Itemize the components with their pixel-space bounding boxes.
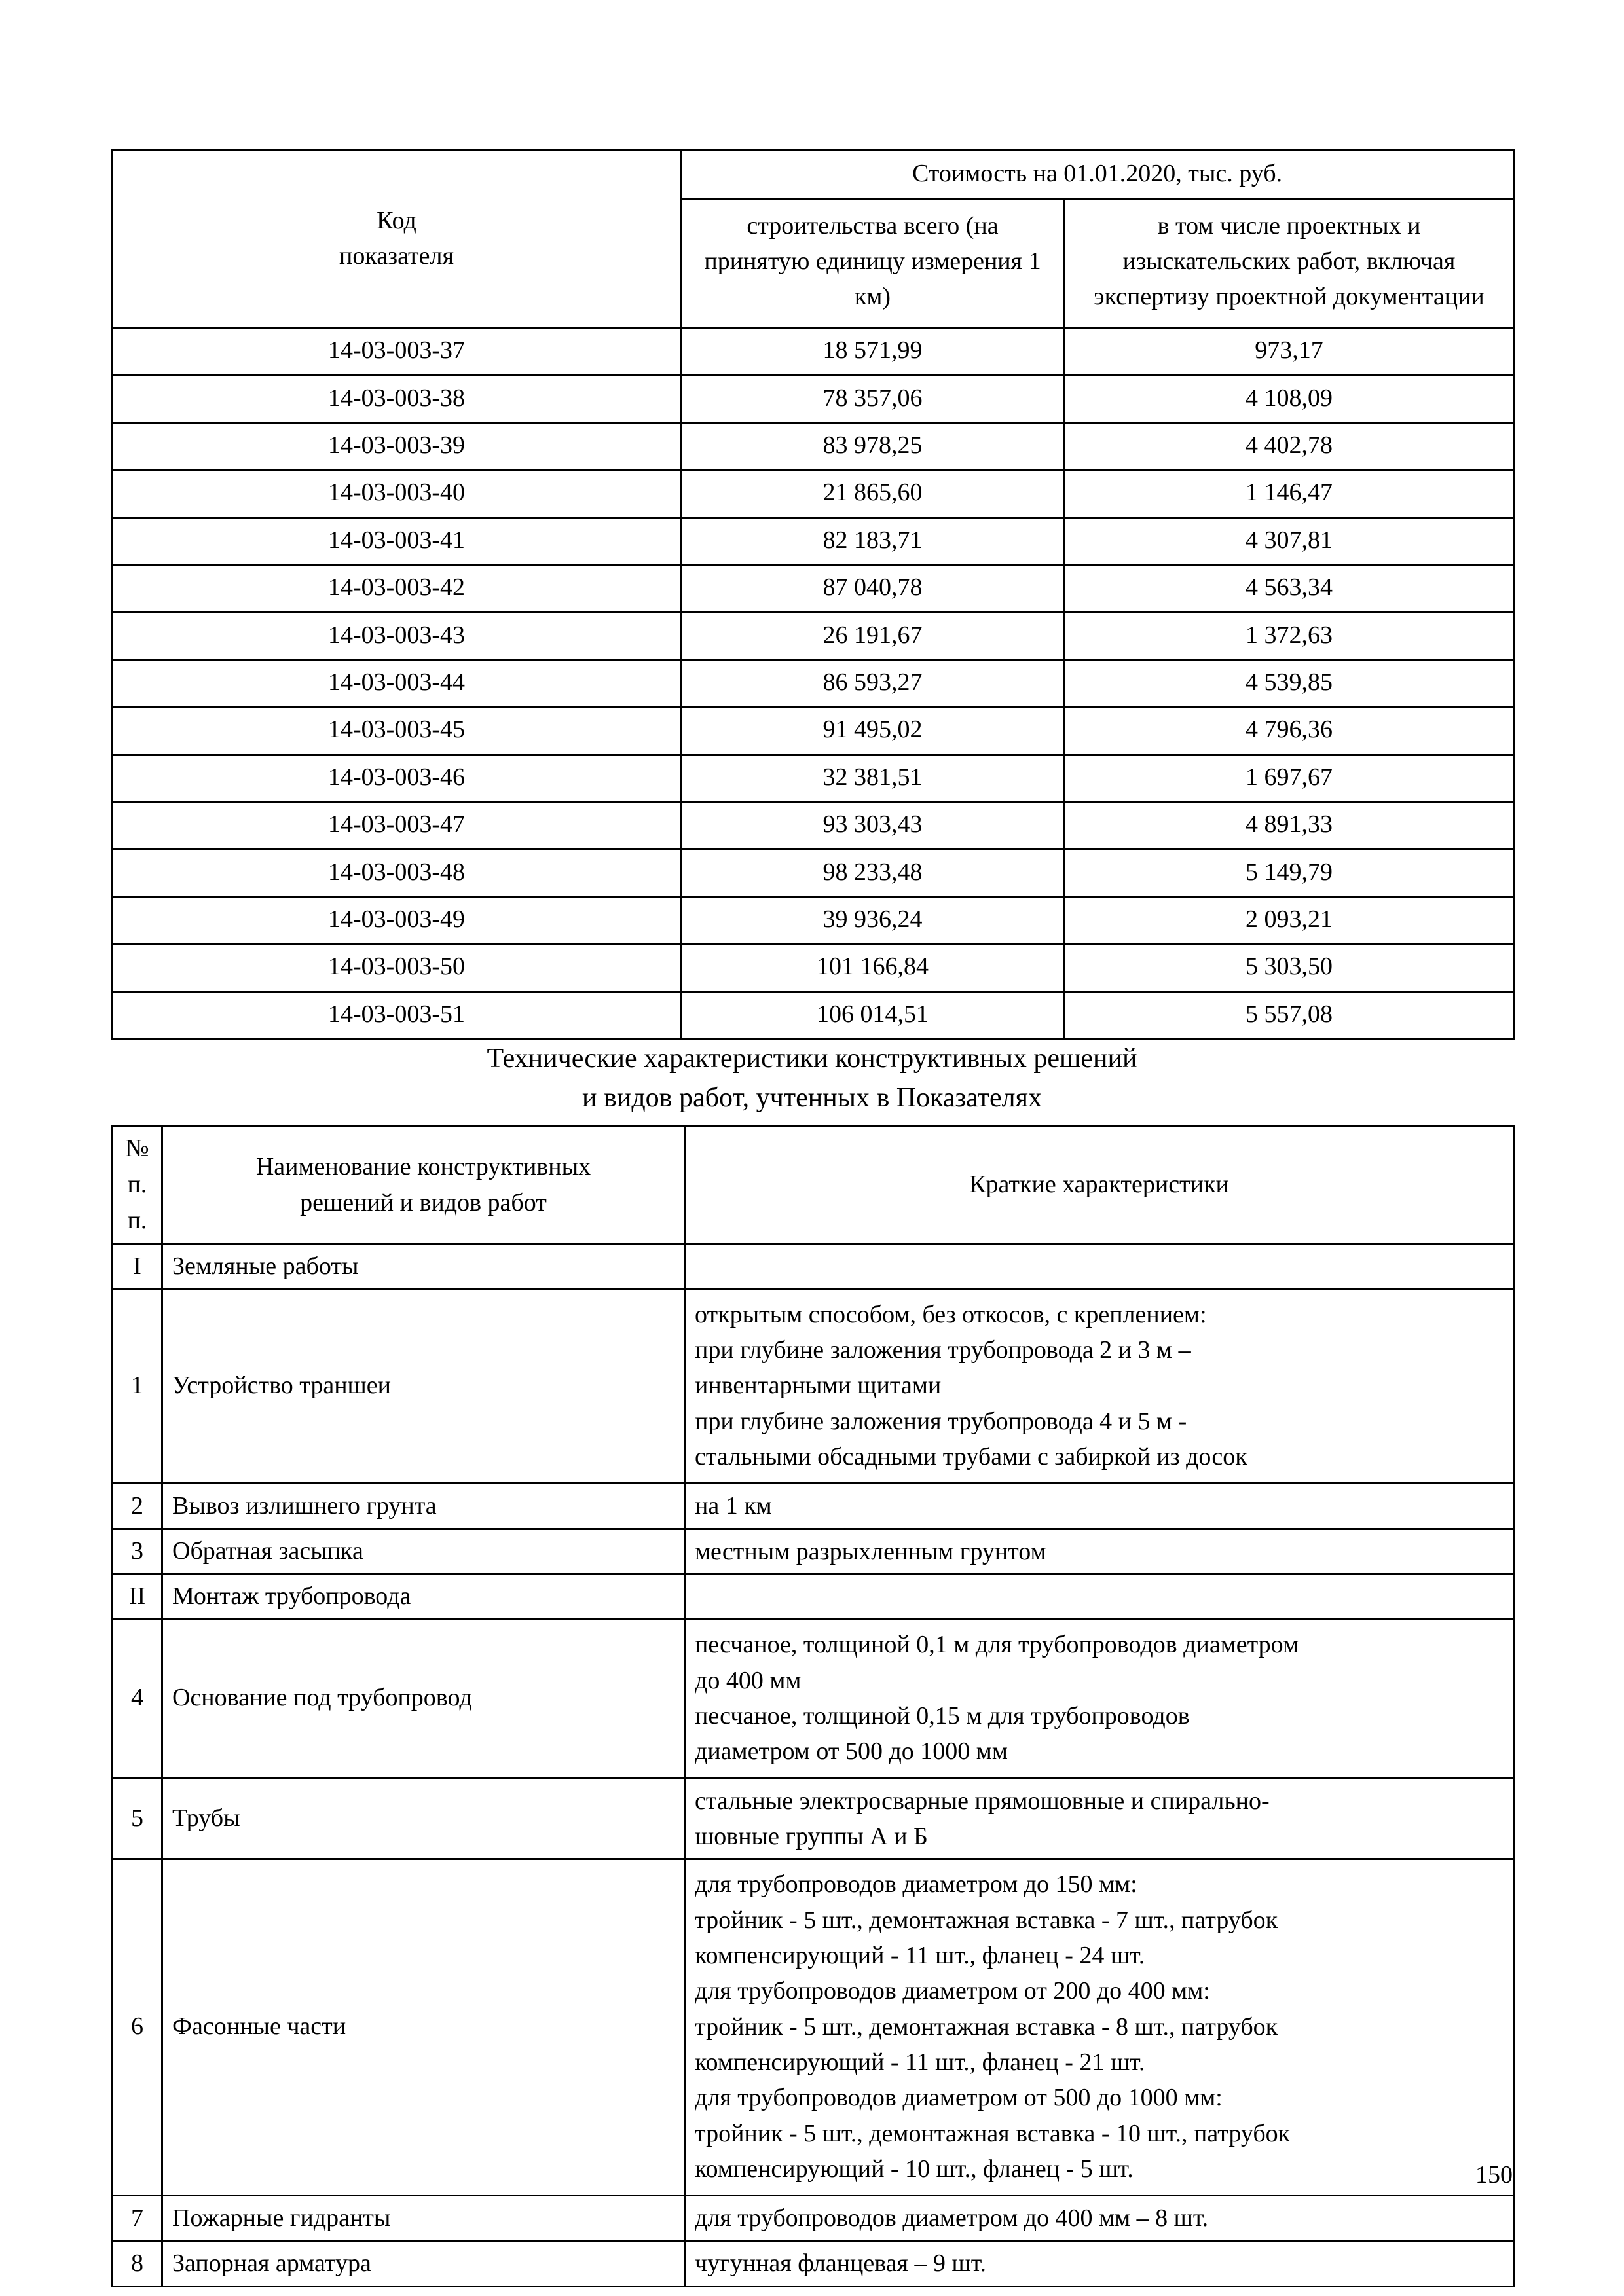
tech-cell-description [685, 1244, 1514, 1289]
cost-cell-total: 106 014,51 [681, 991, 1065, 1038]
page-number: 150 [1475, 2161, 1513, 2189]
tech-cell-name: Трубы [162, 1778, 685, 1859]
cost-cell-code: 14-03-003-42 [113, 565, 681, 612]
tech-cell-number: 2 [113, 1484, 162, 1529]
tech-cell-description [685, 1484, 1514, 1529]
tech-description-line: тройник - 5 шт., демонтажная вставка - 10 шт., патрубок [695, 2119, 1291, 2147]
tech-cell-name: Монтаж трубопровода [162, 1574, 685, 1619]
cost-cell-code: 14-03-003-37 [113, 328, 681, 375]
tech-description-line: шовные группы А и Б [695, 1822, 928, 1850]
cost-cell-code: 14-03-003-50 [113, 944, 681, 991]
cost-header-group: Стоимость на 01.01.2020, тыс. руб. [681, 151, 1514, 199]
cost-cell-code: 14-03-003-51 [113, 991, 681, 1038]
cost-cell-code: 14-03-003-47 [113, 802, 681, 849]
cost-cell-design: 4 891,33 [1065, 802, 1514, 849]
cost-cell-total: 98 233,48 [681, 849, 1065, 896]
cost-cell-code: 14-03-003-44 [113, 659, 681, 706]
tech-description-line: компенсирующий - 10 шт., фланец - 5 шт. [695, 2155, 1134, 2183]
table-row [113, 754, 1514, 801]
tech-description-line: местным разрыхленным грунтом [695, 1537, 1046, 1565]
cost-cell-code: 14-03-003-48 [113, 849, 681, 896]
tech-cell-name: Пожарные гидранты [162, 2196, 685, 2241]
cost-cell-total: 32 381,51 [681, 754, 1065, 801]
cost-header-total: строительства всего (на принятую единицу измерения 1 км) [681, 199, 1065, 328]
tech-description-line: компенсирующий - 11 шт., фланец - 21 шт. [695, 2048, 1145, 2076]
cost-cell-total: 21 865,60 [681, 470, 1065, 517]
cost-cell-total: 82 183,71 [681, 517, 1065, 564]
tech-description-line: компенсирующий - 11 шт., фланец - 24 шт. [695, 1941, 1145, 1969]
table-row [113, 2196, 1514, 2241]
tech-description-line: тройник - 5 шт., демонтажная вставка - 8 шт., патрубок [695, 2013, 1278, 2041]
tech-cell-number: 8 [113, 2241, 162, 2286]
tech-description-line: тройник - 5 шт., демонтажная вставка - 7 шт., патрубок [695, 1906, 1278, 1934]
tech-table-body [113, 1244, 1514, 2287]
table-row [113, 612, 1514, 659]
table-row [113, 991, 1514, 1038]
cost-cell-total: 26 191,67 [681, 612, 1065, 659]
section-heading-line1: Технические характеристики конструктивных решений [487, 1044, 1137, 1074]
tech-cell-description [685, 1778, 1514, 1859]
tech-description-line: открытым способом, без откосов, с креплением: [695, 1300, 1207, 1328]
table-row [113, 1620, 1514, 1778]
table-row [113, 707, 1514, 754]
table-row [113, 1484, 1514, 1529]
cost-cell-design: 973,17 [1065, 328, 1514, 375]
cost-cell-design: 1 372,63 [1065, 612, 1514, 659]
cost-header-code [113, 151, 681, 328]
tech-description-line: для трубопроводов диаметром от 200 до 400 мм: [695, 1977, 1210, 2005]
tech-cell-description [685, 1620, 1514, 1778]
cost-cell-design: 5 149,79 [1065, 849, 1514, 896]
tech-cell-number: II [113, 1574, 162, 1619]
tech-description-line: стальными обсадными трубами с забиркой из досок [695, 1442, 1247, 1470]
table-row [113, 1529, 1514, 1574]
tech-description-line: для трубопроводов диаметром до 400 мм – 8 шт. [695, 2204, 1209, 2232]
tech-description-line: при глубине заложения трубопровода 4 и 5 м - [695, 1407, 1187, 1435]
tech-cell-description [685, 1529, 1514, 1574]
table-row [113, 1778, 1514, 1859]
cost-cell-code: 14-03-003-39 [113, 423, 681, 470]
cost-cell-design: 4 796,36 [1065, 707, 1514, 754]
cost-cell-design: 4 563,34 [1065, 565, 1514, 612]
cost-cell-design: 1 146,47 [1065, 470, 1514, 517]
table-row [113, 659, 1514, 706]
tech-description-line: на 1 км [695, 1492, 772, 1520]
tech-cell-number: 6 [113, 1859, 162, 2196]
tech-cell-description [685, 1859, 1514, 2196]
table-row [113, 1244, 1514, 1289]
cost-cell-total: 18 571,99 [681, 328, 1065, 375]
tech-header-name-line2: решений и видов работ [300, 1188, 547, 1216]
tech-table-head [113, 1126, 1514, 1244]
tech-header-name-line1: Наименование конструктивных [255, 1152, 591, 1180]
tech-description-line: чугунная фланцевая – 9 шт. [695, 2250, 987, 2278]
tech-cell-description [685, 2241, 1514, 2286]
tech-cell-number: 5 [113, 1778, 162, 1859]
tech-description-line: до 400 мм [695, 1666, 802, 1694]
table-row [113, 849, 1514, 896]
cost-indicators-table [111, 149, 1515, 1040]
cost-header-code-line1: Код [377, 207, 416, 235]
tech-table-header-row [113, 1126, 1514, 1244]
tech-header-number-line1: № [125, 1135, 149, 1162]
cost-cell-total: 39 936,24 [681, 896, 1065, 943]
cost-cell-total: 91 495,02 [681, 707, 1065, 754]
tech-cell-name: Вывоз излишнего грунта [162, 1484, 685, 1529]
tech-cell-number: I [113, 1244, 162, 1289]
tech-cell-number: 4 [113, 1620, 162, 1778]
tech-cell-name: Фасонные части [162, 1859, 685, 2196]
cost-cell-code: 14-03-003-46 [113, 754, 681, 801]
tech-cell-description [685, 2196, 1514, 2241]
cost-cell-total: 78 357,06 [681, 375, 1065, 422]
tech-header-description: Краткие характеристики [685, 1126, 1514, 1244]
tech-description-line: песчаное, толщиной 0,15 м для трубопроводов [695, 1702, 1190, 1730]
cost-table-header-row-1 [113, 151, 1514, 199]
tech-cell-name: Обратная засыпка [162, 1529, 685, 1574]
tech-cell-description [685, 1289, 1514, 1484]
tech-description-line: стальные электросварные прямошовные и спирально- [695, 1787, 1270, 1815]
tech-cell-name: Устройство траншеи [162, 1289, 685, 1484]
technical-characteristics-table [111, 1125, 1515, 2287]
tech-cell-number: 7 [113, 2196, 162, 2241]
tech-header-number [113, 1126, 162, 1244]
tech-description-line: песчаное, толщиной 0,1 м для трубопроводов диаметром [695, 1631, 1299, 1659]
cost-cell-design: 2 093,21 [1065, 896, 1514, 943]
cost-cell-design: 1 697,67 [1065, 754, 1514, 801]
cost-header-design: в том числе проектных и изыскательских работ, включая экспертизу проектной документации [1065, 199, 1514, 328]
cost-cell-code: 14-03-003-43 [113, 612, 681, 659]
tech-cell-name: Основание под трубопровод [162, 1620, 685, 1778]
cost-cell-design: 4 402,78 [1065, 423, 1514, 470]
table-row [113, 470, 1514, 517]
cost-cell-design: 5 557,08 [1065, 991, 1514, 1038]
table-row [113, 565, 1514, 612]
cost-cell-design: 4 539,85 [1065, 659, 1514, 706]
tech-description-line: диаметром от 500 до 1000 мм [695, 1738, 1008, 1766]
cost-cell-total: 87 040,78 [681, 565, 1065, 612]
cost-cell-code: 14-03-003-40 [113, 470, 681, 517]
cost-header-code-line2: показателя [339, 242, 454, 270]
tech-cell-name: Запорная арматура [162, 2241, 685, 2286]
table-row [113, 517, 1514, 564]
table-row [113, 896, 1514, 943]
table-row [113, 328, 1514, 375]
cost-cell-code: 14-03-003-38 [113, 375, 681, 422]
section-heading [111, 1040, 1513, 1118]
table-row [113, 1859, 1514, 2196]
cost-cell-total: 93 303,43 [681, 802, 1065, 849]
table-row [113, 2241, 1514, 2286]
cost-table-body [113, 328, 1514, 1039]
section-heading-line2: и видов работ, учтенных в Показателях [582, 1082, 1042, 1113]
table-row [113, 1574, 1514, 1619]
table-row [113, 423, 1514, 470]
tech-cell-description [685, 1574, 1514, 1619]
table-row [113, 1289, 1514, 1484]
table-row [113, 802, 1514, 849]
tech-description-line: инвентарными щитами [695, 1372, 942, 1400]
cost-cell-total: 83 978,25 [681, 423, 1065, 470]
table-row [113, 944, 1514, 991]
tech-header-number-line2: п.п. [127, 1171, 147, 1235]
cost-cell-design: 4 307,81 [1065, 517, 1514, 564]
tech-cell-number: 1 [113, 1289, 162, 1484]
tech-description-line: при глубине заложения трубопровода 2 и 3 м – [695, 1336, 1191, 1364]
tech-description-line: для трубопроводов диаметром от 500 до 1000 мм: [695, 2084, 1223, 2112]
tech-cell-number: 3 [113, 1529, 162, 1574]
cost-cell-code: 14-03-003-49 [113, 896, 681, 943]
cost-cell-code: 14-03-003-41 [113, 517, 681, 564]
cost-cell-total: 101 166,84 [681, 944, 1065, 991]
cost-cell-code: 14-03-003-45 [113, 707, 681, 754]
tech-description-line: для трубопроводов диаметром до 150 мм: [695, 1870, 1137, 1899]
table-row [113, 375, 1514, 422]
cost-cell-total: 86 593,27 [681, 659, 1065, 706]
cost-cell-design: 4 108,09 [1065, 375, 1514, 422]
cost-table-head [113, 151, 1514, 328]
tech-cell-name: Земляные работы [162, 1244, 685, 1289]
cost-cell-design: 5 303,50 [1065, 944, 1514, 991]
tech-header-name [162, 1126, 685, 1244]
